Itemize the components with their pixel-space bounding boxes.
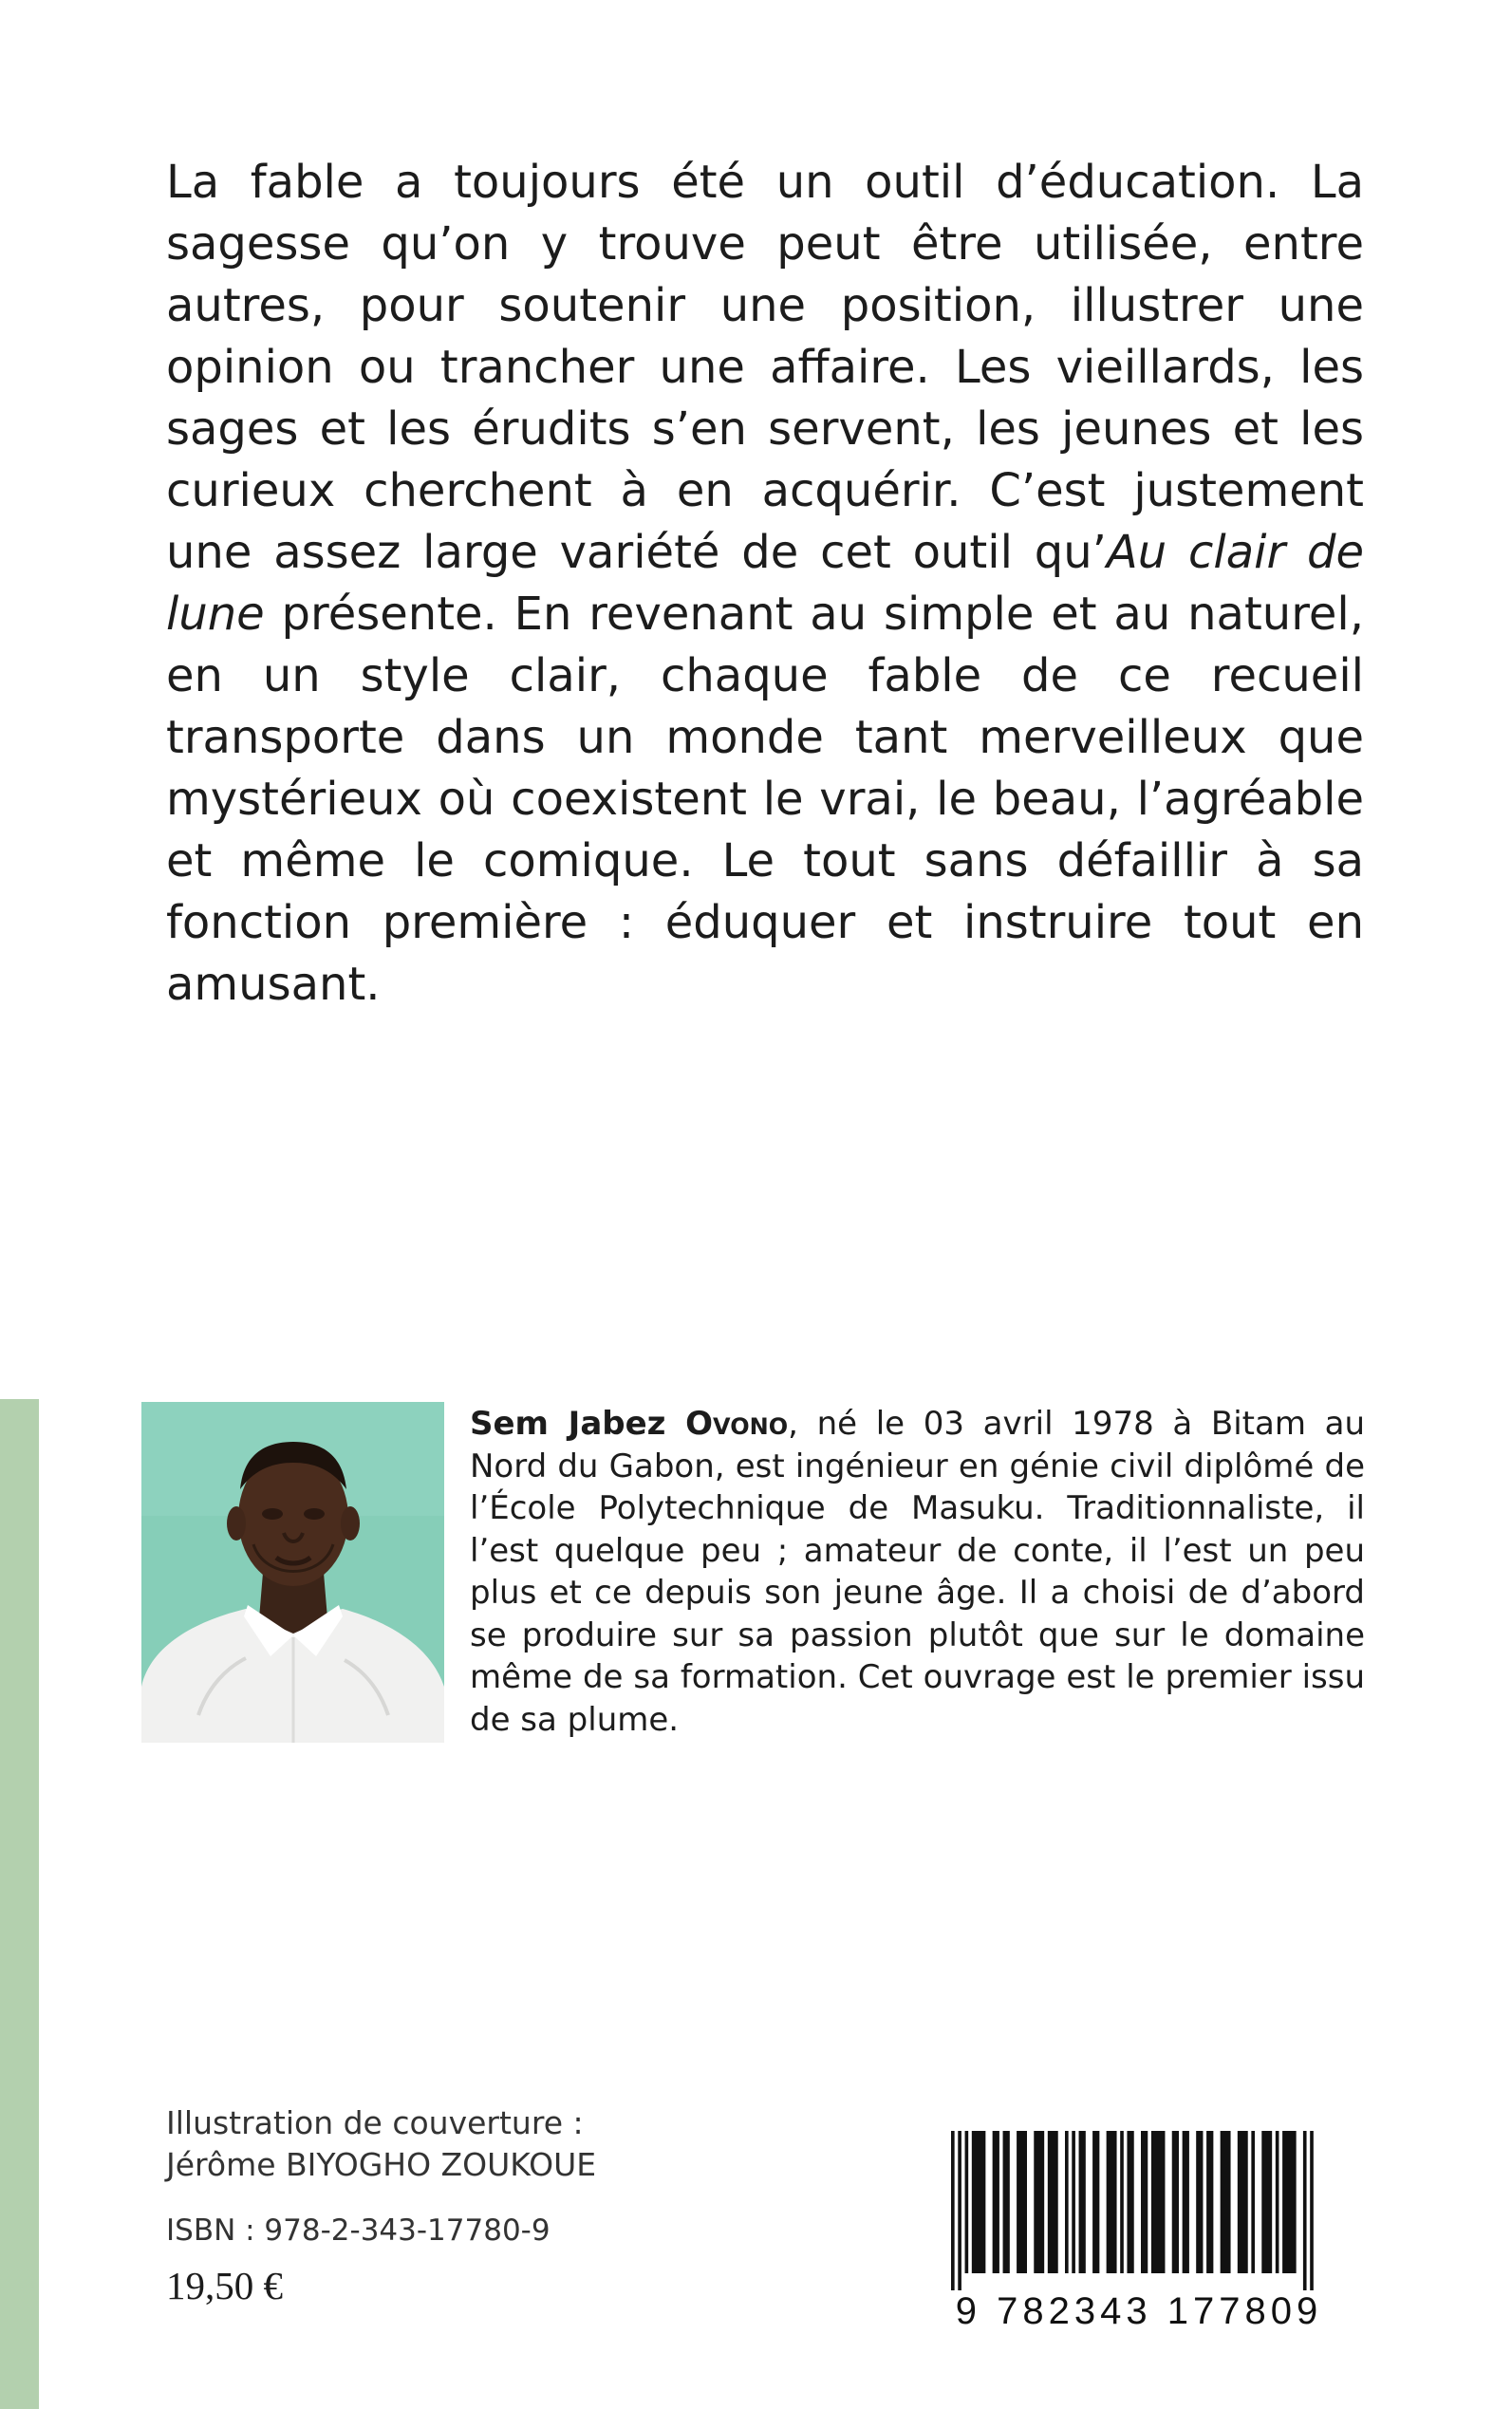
barcode-bar — [1172, 2131, 1179, 2273]
barcode-bar — [1141, 2131, 1148, 2273]
barcode-bar — [1206, 2131, 1213, 2273]
author-biography — [470, 1403, 1365, 1741]
barcode-guard-bar — [951, 2131, 955, 2290]
barcode-bar — [1120, 2131, 1124, 2273]
blurb-text-part-1: La fable a toujours été un outil d’éducation. La sagesse qu’on y trouve peut être utilisée, entre autres, pour soutenir une position, illustrer une opinion ou trancher une affaire. Les vieillards, les sages et les érudits s’en servent, les jeunes et les curieux cherchent à en acquérir. C’est justement une assez large variété de cet outil qu’ — [166, 156, 1364, 579]
barcode-bar — [1079, 2131, 1086, 2273]
decorative-side-strip — [0, 1399, 39, 2409]
barcode-bar — [1065, 2131, 1069, 2273]
barcode-guard-bar — [958, 2131, 961, 2290]
barcode-bar — [1151, 2131, 1166, 2273]
author-surname: Ovono — [685, 1405, 789, 1443]
barcode-bar — [993, 2131, 999, 2273]
barcode-bar — [1183, 2131, 1189, 2273]
credits-illustrator: Jérôme BIYOGHO ZOUKOUE — [166, 2146, 597, 2183]
credits-label: Illustration de couverture : — [166, 2104, 584, 2141]
barcode-bar — [965, 2131, 969, 2273]
author-photo — [141, 1402, 444, 1743]
barcode-icon — [951, 2131, 1331, 2290]
barcode-bar — [1238, 2131, 1248, 2273]
author-first-names: Sem Jabez — [470, 1405, 686, 1443]
barcode-bar — [1127, 2131, 1133, 2273]
barcode-bar — [1072, 2131, 1075, 2273]
barcode-bar — [1251, 2131, 1255, 2273]
book-title: Au clair de lune — [166, 526, 1365, 641]
blurb-text-part-2: présente. En revenant au simple et au naturel, en un style clair, chaque fable de ce recueil transporte dans un monde tant merveilleux que mystérieux où coexistent le vrai, le beau, l’agréable et même le comique. Le tout sans défaillir à sa fonction première : éduquer et instruire tout en amusant. — [166, 588, 1364, 1011]
barcode-bar — [1003, 2131, 1010, 2273]
barcode-bar — [1276, 2131, 1279, 2273]
barcode-bar — [1196, 2131, 1203, 2273]
barcode-bar — [1282, 2131, 1297, 2273]
barcode-bar — [1017, 2131, 1027, 2273]
barcode-bar — [1092, 2131, 1099, 2273]
barcode-bar — [1261, 2131, 1272, 2273]
barcode-digits: 9 782343 177809 — [955, 2290, 1323, 2332]
price: 19,50 € — [166, 2264, 283, 2307]
barcode-bar — [1034, 2131, 1044, 2273]
barcode-guard-bar — [1303, 2131, 1307, 2290]
author-bio-text: , né le 03 avril 1978 à Bitam au Nord du Gabon, est ingénieur en génie civil diplômé de l’École Polytechnique de Masuku. Traditionnaliste, il l’est quelque peu ; amateur de conte, il l’est un peu plus et ce depuis son jeune âge. Il a choisi de d’abord se produire sur sa passion plutôt que sur le domaine même de sa formation. Cet ouvrage est le premier issu de sa plume. — [470, 1405, 1365, 1739]
barcode-bar — [1107, 2131, 1117, 2273]
barcode-bar — [972, 2131, 986, 2273]
cover-illustration-credits — [166, 2102, 596, 2186]
barcode-bar — [1048, 2131, 1058, 2273]
author-name — [470, 1405, 788, 1443]
isbn: ISBN : 978-2-343-17780-9 — [166, 2213, 551, 2248]
barcode-guard-bar — [1310, 2131, 1314, 2290]
barcode-bar — [1221, 2131, 1231, 2273]
author-portrait-illustration — [141, 1402, 444, 1743]
back-cover-blurb — [166, 152, 1364, 1016]
